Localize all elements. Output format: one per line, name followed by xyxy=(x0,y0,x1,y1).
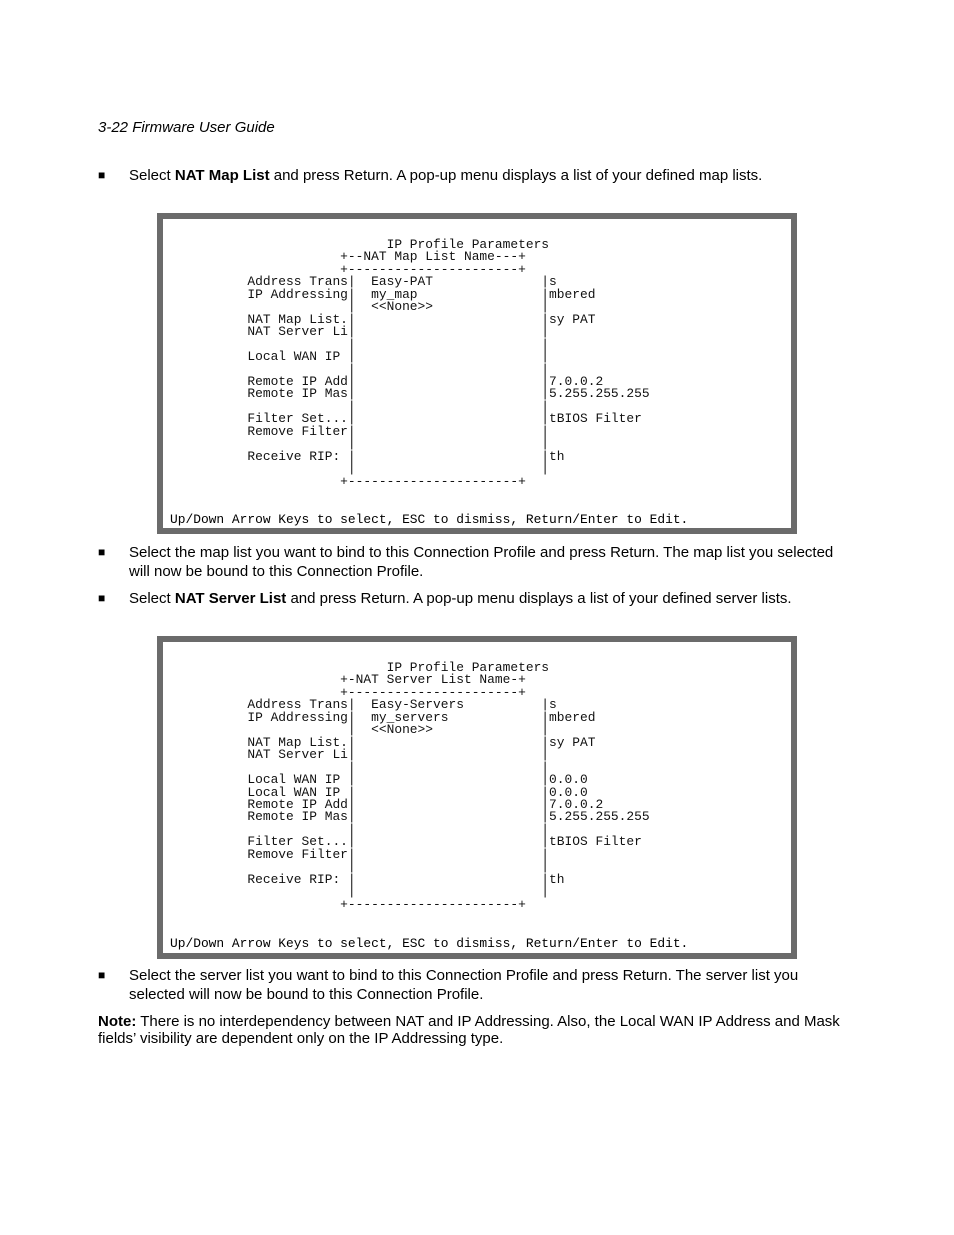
bullet-select-map-list xyxy=(98,543,858,581)
bullet-marker: ■ xyxy=(98,168,106,182)
bullet-marker: ■ xyxy=(98,591,106,605)
bullet-select-server-list xyxy=(98,966,858,1004)
bullet-text: Select the server list you want to bind to this Connection Profile and press Return. The server list you selected will now be bound to this Connection Profile. xyxy=(129,967,799,1003)
terminal-screen-nat-server-list xyxy=(157,636,797,959)
bullet-text: Select the map list you want to bind to this Connection Profile and press Return. The map list you selected will now be bound to this Connection Profile. xyxy=(129,544,834,580)
terminal-screen-nat-map-list xyxy=(157,213,797,534)
terminal-hint: Up/Down Arrow Keys to select, ESC to dismiss, Return/Enter to Edit. xyxy=(170,936,689,951)
terminal-text: IP Profile Parameters +-NAT Server List Name-+ +----------------------+ Address Trans| Easy-Servers |s IP Addressing| my_servers |mbered | <<None>> | NAT Map List.| |sy PAT NAT Server Li| | | | Local WAN IP | |0.0.0 Local WAN IP | |0.0.0 Remote IP Add| |7.0.0.2 Remote IP Mas| |5.255.255.255 | | Filter Set...| |tBIOS Filter Remove Filter| | | | Receive RIP: | |th | | +----------------------+ xyxy=(247,660,650,912)
note-label: Note: xyxy=(98,1013,137,1030)
note-text: There is no interdependency between NAT and IP Addressing. Also, the Local WAN IP Address and Mask fields’ visibility are dependent only on the IP Addressing type. xyxy=(98,1013,840,1047)
bullet-text: Select NAT Map List and press Return. A pop-up menu displays a list of your defined map lists. xyxy=(129,167,763,184)
bullet-marker: ■ xyxy=(98,545,106,559)
terminal-text: IP Profile Parameters +--NAT Map List Name---+ +----------------------+ Address Trans| Easy-PAT |s IP Addressing| my_map |mbered | <<None>> | NAT Map List.| |sy PAT NAT Server Li| | | | Local WAN IP | | | | Remote IP Add| |7.0.0.2 Remote IP Mas| |5.255.255.255 | | Filter Set...| |tBIOS Filter Remove Filter| | | | Receive RIP: | |th | | +----------------------+ xyxy=(247,237,650,489)
note-paragraph xyxy=(98,1013,868,1047)
bullet-select-nat-server-list xyxy=(98,589,858,608)
terminal-hint: Up/Down Arrow Keys to select, ESC to dismiss, Return/Enter to Edit. xyxy=(170,512,689,527)
bullet-marker: ■ xyxy=(98,968,106,982)
bullet-select-nat-map-list xyxy=(98,166,858,185)
bullet-text: Select NAT Server List and press Return. A pop-up menu displays a list of your defined server lists. xyxy=(129,590,792,607)
page-header: 3-22 Firmware User Guide xyxy=(98,119,275,136)
